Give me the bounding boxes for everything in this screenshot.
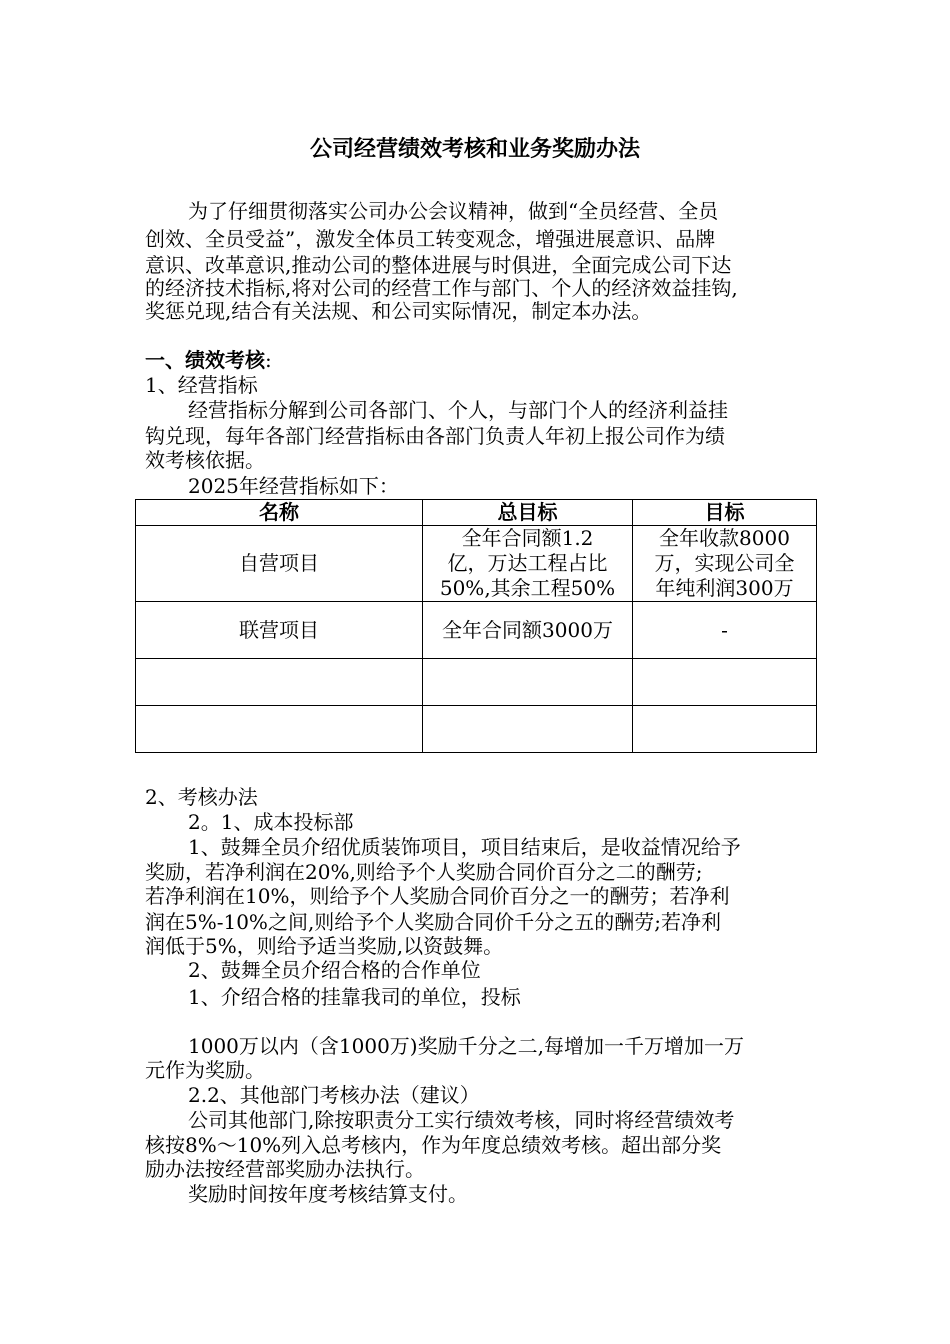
cell-text-line: 全年合同额3000万 — [442, 617, 613, 642]
section2-paragraph-line: 元作为奖励。 — [145, 1058, 265, 1082]
cell-text-line: 万，实现公司全 — [654, 551, 795, 575]
cell-text-line: 50%,其余工程50% — [439, 576, 616, 600]
table-cell-name: 联营项目 — [136, 602, 423, 659]
subsection-2-1-heading: 2。1、成本投标部 — [188, 810, 354, 834]
section1-heading-colon: : — [265, 348, 272, 372]
section2-paragraph-line: 奖励，若净利润在20%,则给予个人奖励合同价百分之二的酬劳; — [145, 860, 703, 884]
cell-text-line: 年纯利润300万 — [655, 576, 794, 600]
table-row — [136, 602, 817, 659]
table-cell-total — [423, 526, 633, 602]
table-cell-target — [633, 526, 817, 602]
section1-paragraph-line: 钩兑现，每年各部门经营指标由各部门负责人年初上报公司作为绩 — [145, 424, 725, 448]
section2-item: 2、鼓舞全员介绍合格的合作单位 — [188, 958, 481, 982]
intro-line: 创效、全员受益”，激发全体员工转变观念，增强进展意识、品牌 — [145, 227, 716, 251]
section1-subheading: 1、经营指标 — [145, 373, 258, 397]
intro-line: 奖惩兑现,结合有关法规、和公司实际情况，制定本办法。 — [145, 299, 652, 323]
table-cell-total — [423, 602, 633, 659]
section2-item: 1、介绍合格的挂靠我司的单位，投标 — [188, 985, 521, 1009]
section2-heading: 2、考核办法 — [145, 785, 258, 809]
section1-heading — [145, 348, 272, 373]
section2-closing-line: 奖励时间按年度考核结算支付。 — [188, 1182, 468, 1206]
section2-paragraph-line: 润在5%-10%之间,则给予个人奖励合同价千分之五的酬劳;若净利 — [145, 910, 722, 934]
table-cell-empty — [136, 706, 423, 753]
cell-text-line: 全年收款8000 — [659, 526, 790, 550]
intro-line: 的经济技术指标,将对公司的经营工作与部门、个人的经济效益挂钩, — [145, 276, 738, 300]
section1-paragraph-line: 经营指标分解到公司各部门、个人，与部门个人的经济利益挂 — [188, 398, 728, 422]
document-title: 公司经营绩效考核和业务奖励办法 — [309, 137, 640, 162]
subsection-2-2-heading: 2.2、其他部门考核办法（建议） — [188, 1083, 480, 1107]
table-cell-target — [633, 602, 817, 659]
section2-paragraph-line: 公司其他部门,除按职责分工实行绩效考核，同时将经营绩效考 — [188, 1108, 735, 1132]
section2-paragraph-line: 润低于5%，则给予适当奖励,以资鼓舞。 — [145, 934, 504, 958]
cell-text-line: - — [721, 617, 728, 642]
table-header-total: 总目标 — [423, 500, 633, 526]
table-cell-empty — [423, 706, 633, 753]
section1-heading-text: 一、绩效考核 — [145, 348, 265, 372]
table-header-row — [136, 500, 817, 526]
section1-paragraph-line: 效考核依据。 — [145, 448, 265, 472]
table-header-name: 名称 — [136, 500, 423, 526]
table-cell-name: 自营项目 — [136, 526, 423, 602]
section2-paragraph-line: 励办法按经营部奖励办法执行。 — [145, 1157, 425, 1181]
table-cell-empty — [633, 659, 817, 706]
table-row-empty — [136, 659, 817, 706]
table-cell-empty — [136, 659, 423, 706]
section2-paragraph-line: 1000万以内（含1000万)奖励千分之二,每增加一千万增加一万 — [188, 1034, 744, 1058]
intro-line: 为了仔细贯彻落实公司办公会议精神，做到“全员经营、全员 — [188, 199, 719, 223]
table-header-target: 目标 — [633, 500, 817, 526]
table-cell-empty — [633, 706, 817, 753]
section2-paragraph-line: 若净利润在10%，则给予个人奖励合同价百分之一的酬劳；若净利 — [145, 884, 730, 908]
section2-paragraph-line: 核按8%～10%列入总考核内，作为年度总绩效考核。超出部分奖 — [145, 1133, 722, 1157]
cell-text-line: 全年合同额1.2 — [461, 526, 594, 550]
table-intro: 2025年经营指标如下： — [188, 474, 399, 498]
intro-line: 意识、改革意识,推动公司的整体进展与时俱进，全面完成公司下达 — [145, 253, 732, 277]
cell-text-line: 亿，万达工程占比 — [447, 551, 608, 575]
table-row — [136, 526, 817, 602]
targets-table — [135, 499, 817, 753]
section2-paragraph-line: 1、鼓舞全员介绍优质装饰项目，项目结束后，是收益情况给予 — [188, 835, 741, 859]
table-cell-empty — [423, 659, 633, 706]
table-row-empty — [136, 706, 817, 753]
